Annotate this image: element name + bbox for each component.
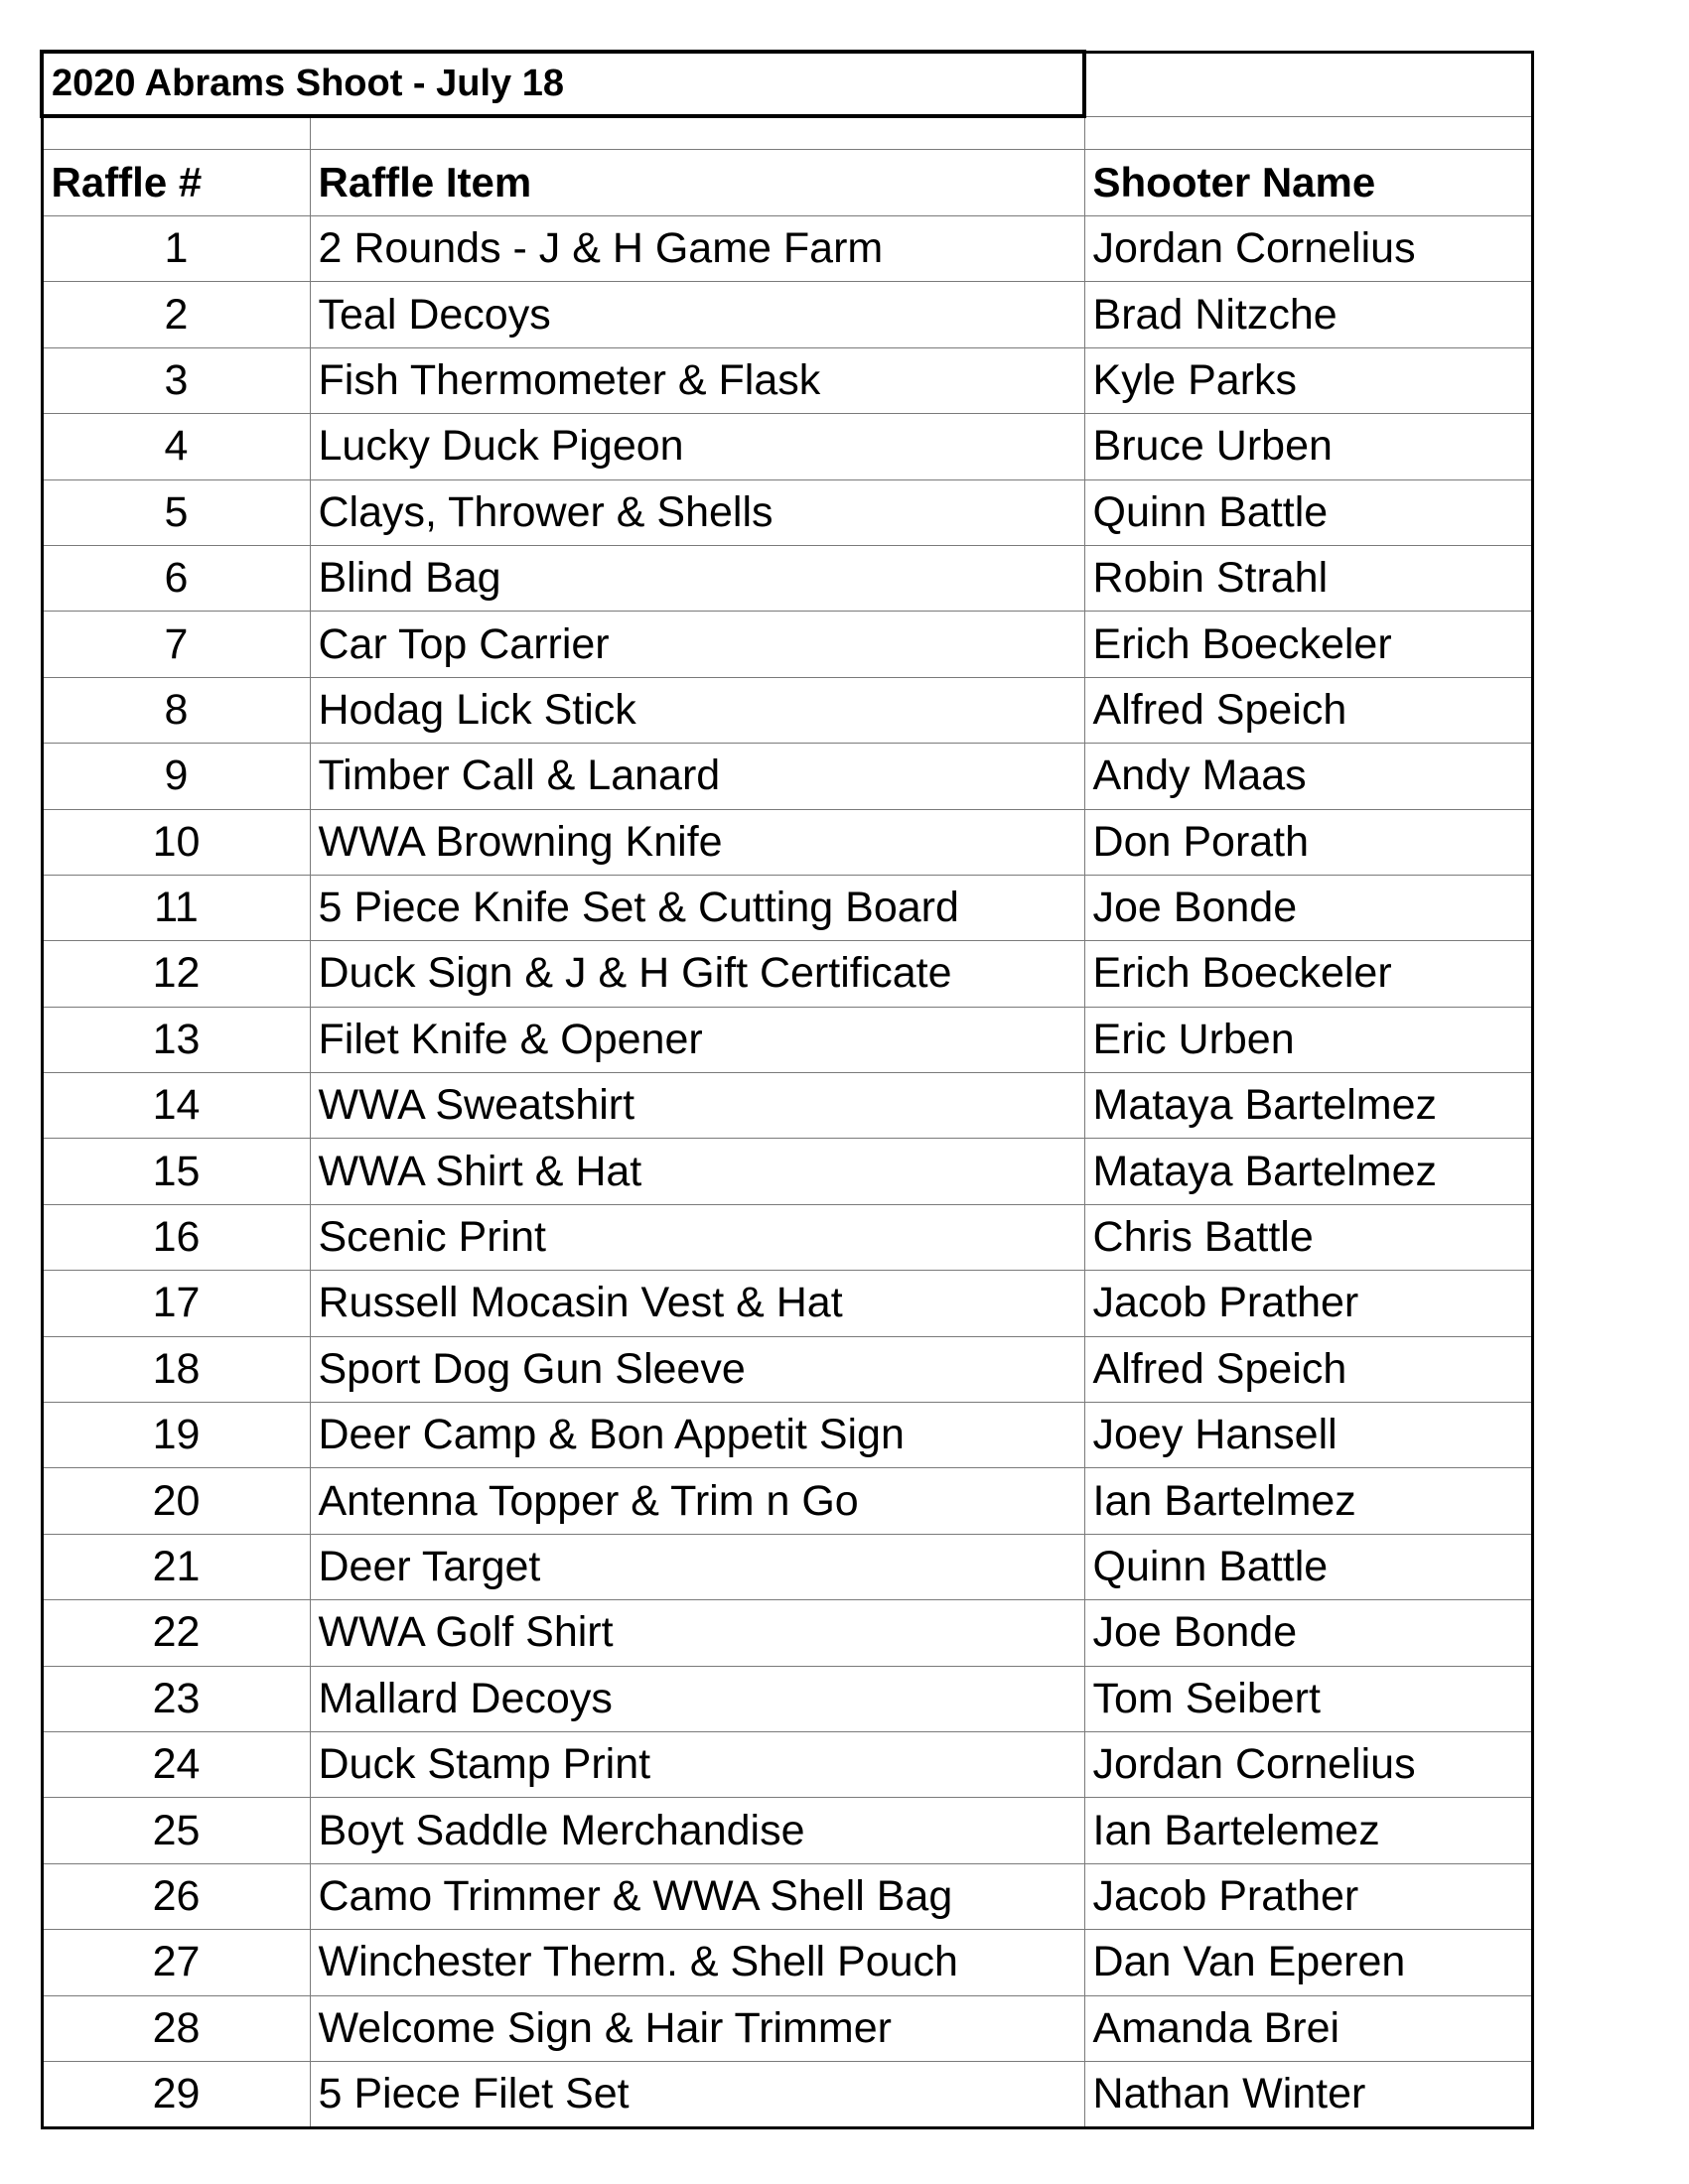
shooter-name-cell[interactable]: Joey Hansell [1084,1403,1532,1468]
raffle-number-cell[interactable]: 10 [42,809,310,875]
raffle-number-cell[interactable]: 3 [42,347,310,413]
raffle-item-cell[interactable]: Duck Sign & J & H Gift Certificate [310,941,1084,1007]
empty-cell[interactable] [1084,116,1532,150]
table-row [42,1930,1532,1995]
raffle-number-cell[interactable]: 11 [42,875,310,940]
raffle-item-cell[interactable]: Fish Thermometer & Flask [310,347,1084,413]
table-row [42,545,1532,611]
raffle-number-cell[interactable]: 8 [42,677,310,743]
shooter-name-cell[interactable]: Mataya Bartelmez [1084,1139,1532,1204]
table-row [42,809,1532,875]
shooter-name-cell[interactable]: Quinn Battle [1084,1534,1532,1599]
raffle-number-cell[interactable]: 5 [42,479,310,545]
raffle-number-cell[interactable]: 21 [42,1534,310,1599]
empty-cell[interactable] [310,116,1084,150]
raffle-number-cell[interactable]: 12 [42,941,310,1007]
raffle-item-cell[interactable]: Mallard Decoys [310,1666,1084,1731]
header-raffle-number[interactable]: Raffle # [42,150,310,216]
shooter-name-cell[interactable]: Jacob Prather [1084,1863,1532,1929]
table-row [42,1007,1532,1072]
table-row [42,1204,1532,1270]
raffle-item-cell[interactable]: Timber Call & Lanard [310,744,1084,809]
raffle-number-cell[interactable]: 1 [42,216,310,282]
raffle-number-cell[interactable]: 29 [42,2061,310,2127]
table-row [42,1468,1532,1534]
table-row [42,479,1532,545]
raffle-item-cell[interactable]: Camo Trimmer & WWA Shell Bag [310,1863,1084,1929]
raffle-number-cell[interactable]: 16 [42,1204,310,1270]
raffle-table [40,50,1534,2129]
table-row [42,1271,1532,1336]
raffle-number-cell[interactable]: 15 [42,1139,310,1204]
shooter-name-cell[interactable]: Andy Maas [1084,744,1532,809]
title-row [42,52,1532,116]
shooter-name-cell[interactable]: Dan Van Eperen [1084,1930,1532,1995]
table-row [42,1798,1532,1863]
table-row [42,1139,1532,1204]
raffle-number-cell[interactable]: 20 [42,1468,310,1534]
table-row [42,414,1532,479]
table-row [42,2061,1532,2127]
shooter-name-cell[interactable]: Ian Bartelemez [1084,1798,1532,1863]
table-row [42,216,1532,282]
shooter-name-cell[interactable]: Ian Bartelmez [1084,1468,1532,1534]
raffle-item-cell[interactable]: 5 Piece Filet Set [310,2061,1084,2127]
table-row [42,1403,1532,1468]
raffle-number-cell[interactable]: 14 [42,1073,310,1139]
raffle-item-cell[interactable]: 2 Rounds - J & H Game Farm [310,216,1084,282]
shooter-name-cell[interactable]: Quinn Battle [1084,479,1532,545]
table-row [42,941,1532,1007]
raffle-number-cell[interactable]: 22 [42,1600,310,1666]
raffle-item-cell[interactable]: Russell Mocasin Vest & Hat [310,1271,1084,1336]
raffle-item-cell[interactable]: Filet Knife & Opener [310,1007,1084,1072]
header-row [42,150,1532,216]
raffle-item-cell[interactable]: Duck Stamp Print [310,1731,1084,1797]
raffle-item-cell[interactable]: Hodag Lick Stick [310,677,1084,743]
table-row [42,677,1532,743]
shooter-name-cell[interactable]: Jacob Prather [1084,1271,1532,1336]
raffle-number-cell[interactable]: 9 [42,744,310,809]
table-row [42,282,1532,347]
shooter-name-cell[interactable]: Jordan Cornelius [1084,1731,1532,1797]
raffle-item-cell[interactable]: Winchester Therm. & Shell Pouch [310,1930,1084,1995]
shooter-name-cell[interactable]: Amanda Brei [1084,1995,1532,2061]
raffle-number-cell[interactable]: 4 [42,414,310,479]
table-row [42,1731,1532,1797]
empty-cell[interactable] [1084,52,1532,116]
table-row [42,347,1532,413]
shooter-name-cell[interactable]: Jordan Cornelius [1084,216,1532,282]
header-shooter-name[interactable]: Shooter Name [1084,150,1532,216]
raffle-number-cell[interactable]: 23 [42,1666,310,1731]
raffle-number-cell[interactable]: 19 [42,1403,310,1468]
raffle-item-cell[interactable]: WWA Golf Shirt [310,1600,1084,1666]
raffle-number-cell[interactable]: 24 [42,1731,310,1797]
raffle-table-body [42,52,1532,2128]
raffle-number-cell[interactable]: 6 [42,545,310,611]
raffle-number-cell[interactable]: 13 [42,1007,310,1072]
raffle-item-cell[interactable]: Blind Bag [310,545,1084,611]
shooter-name-cell[interactable]: Eric Urben [1084,1007,1532,1072]
raffle-number-cell[interactable]: 26 [42,1863,310,1929]
shooter-name-cell[interactable]: Nathan Winter [1084,2061,1532,2127]
shooter-name-cell[interactable]: Tom Seibert [1084,1666,1532,1731]
raffle-item-cell[interactable]: Car Top Carrier [310,612,1084,677]
raffle-number-cell[interactable]: 2 [42,282,310,347]
raffle-item-cell[interactable]: Boyt Saddle Merchandise [310,1798,1084,1863]
raffle-item-cell[interactable]: Lucky Duck Pigeon [310,414,1084,479]
table-row [42,612,1532,677]
table-row [42,1666,1532,1731]
raffle-number-cell[interactable]: 27 [42,1930,310,1995]
table-row [42,1534,1532,1599]
shooter-name-cell[interactable]: Bruce Urben [1084,414,1532,479]
raffle-item-cell[interactable]: WWA Browning Knife [310,809,1084,875]
raffle-item-cell[interactable]: Antenna Topper & Trim n Go [310,1468,1084,1534]
raffle-number-cell[interactable]: 18 [42,1336,310,1402]
raffle-item-cell[interactable]: Deer Camp & Bon Appetit Sign [310,1403,1084,1468]
shooter-name-cell[interactable]: Joe Bonde [1084,875,1532,940]
raffle-number-cell[interactable]: 7 [42,612,310,677]
empty-cell[interactable] [42,116,310,150]
shooter-name-cell[interactable]: Don Porath [1084,809,1532,875]
header-raffle-item[interactable]: Raffle Item [310,150,1084,216]
table-row [42,1995,1532,2061]
raffle-item-cell[interactable]: Clays, Thrower & Shells [310,479,1084,545]
shooter-name-cell[interactable]: Kyle Parks [1084,347,1532,413]
shooter-name-cell[interactable]: Erich Boeckeler [1084,941,1532,1007]
shooter-name-cell[interactable]: Alfred Speich [1084,677,1532,743]
shooter-name-cell[interactable]: Robin Strahl [1084,545,1532,611]
table-row [42,744,1532,809]
raffle-number-cell[interactable]: 17 [42,1271,310,1336]
table-row [42,1863,1532,1929]
raffle-item-cell[interactable]: Sport Dog Gun Sleeve [310,1336,1084,1402]
raffle-number-cell[interactable]: 28 [42,1995,310,2061]
shooter-name-cell[interactable]: Brad Nitzche [1084,282,1532,347]
table-row [42,875,1532,940]
shooter-name-cell[interactable]: Erich Boeckeler [1084,612,1532,677]
sheet-title[interactable]: 2020 Abrams Shoot - July 18 [42,52,1084,116]
raffle-item-cell[interactable]: Scenic Print [310,1204,1084,1270]
raffle-item-cell[interactable]: Welcome Sign & Hair Trimmer [310,1995,1084,2061]
table-row [42,1336,1532,1402]
raffle-sheet [40,50,1530,2129]
spacer-row [42,116,1532,150]
shooter-name-cell[interactable]: Joe Bonde [1084,1600,1532,1666]
table-row [42,1073,1532,1139]
shooter-name-cell[interactable]: Alfred Speich [1084,1336,1532,1402]
raffle-item-cell[interactable]: WWA Shirt & Hat [310,1139,1084,1204]
shooter-name-cell[interactable]: Mataya Bartelmez [1084,1073,1532,1139]
raffle-item-cell[interactable]: WWA Sweatshirt [310,1073,1084,1139]
raffle-number-cell[interactable]: 25 [42,1798,310,1863]
table-row [42,1600,1532,1666]
raffle-item-cell[interactable]: Teal Decoys [310,282,1084,347]
raffle-item-cell[interactable]: 5 Piece Knife Set & Cutting Board [310,875,1084,940]
raffle-item-cell[interactable]: Deer Target [310,1534,1084,1599]
shooter-name-cell[interactable]: Chris Battle [1084,1204,1532,1270]
